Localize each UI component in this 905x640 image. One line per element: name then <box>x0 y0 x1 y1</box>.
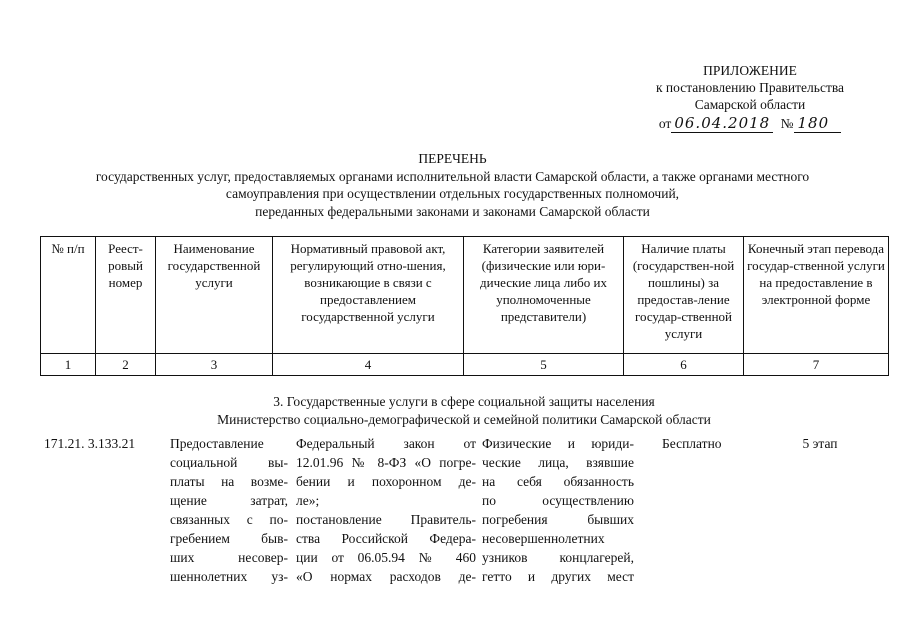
appendix-date-line <box>600 115 900 132</box>
row-fee: Бесплатно <box>662 436 722 451</box>
appendix-title: ПРИЛОЖЕНИЕ <box>703 63 797 78</box>
applicants-line: по осуществлению <box>482 493 634 508</box>
heading-line-1: государственных услуг, предоставляемых органами исполнительной власти Самарской области, а также органами местного <box>95 168 810 184</box>
appendix-number: 180 <box>794 114 842 133</box>
act-line: 12.01.96 № 8-ФЗ «О погре- <box>296 455 476 470</box>
row-applicants <box>482 434 634 586</box>
service-line: ших несовер- <box>170 550 288 565</box>
service-line: социальной вы- <box>170 455 288 470</box>
header-cell-number: № п/п <box>41 237 96 354</box>
service-line: щение затрат, <box>170 493 288 508</box>
applicants-line: на себя обязанность <box>482 474 634 489</box>
applicants-line: Физические и юриди- <box>482 436 634 451</box>
heading-line-3: переданных федеральными законами и законами Самарской области <box>255 203 650 219</box>
service-line: связанных с по- <box>170 512 288 527</box>
act-line: постановление Правитель- <box>296 512 476 527</box>
column-number: 3 <box>156 354 273 376</box>
section-heading <box>40 393 888 429</box>
header-cell-fee: Наличие платы (государствен-ной пошлины) за предостав-ление государ-ственной услуги <box>624 237 744 354</box>
appendix-line-2: Самарской области <box>694 97 806 112</box>
applicants-line: узников концлагерей, <box>482 550 634 565</box>
column-number: 4 <box>273 354 464 376</box>
header-cell-applicants: Категории заявителей (физические или юри-дические лица либо их уполномоченные представители) <box>464 237 624 354</box>
applicants-line: погребения бывших <box>482 512 634 527</box>
header-cell-service-name: Наименование государственной услуги <box>156 237 273 354</box>
section-title: 3. Государственные услуги в сфере социальной защиты населения <box>273 394 655 409</box>
section-ministry: Министерство социально-демографической и семейной политики Самарской области <box>217 412 711 427</box>
header-cell-stage: Конечный этап перевода государ-ственной услуги на предоставление в электронной форме <box>744 237 889 354</box>
service-line: гребением быв- <box>170 531 288 546</box>
row-registry-number: 171.21. 3.133.21 <box>44 436 136 451</box>
appendix-date: 06.04.2018 <box>671 114 773 133</box>
appendix-block <box>600 62 900 132</box>
heading-line-2: самоуправления при осуществлении отдельных государственных полномочий, <box>225 186 680 201</box>
act-line: «О нормах расходов де- <box>296 569 476 584</box>
applicants-line: ческие лица, взявшие <box>482 455 634 470</box>
appendix-number-label: № <box>780 116 794 131</box>
row-service-name <box>170 434 288 586</box>
service-line: шеннолетних уз- <box>170 569 288 584</box>
row-stage: 5 этап <box>802 436 838 451</box>
service-line: Предоставление <box>170 436 264 451</box>
header-row <box>41 237 889 354</box>
row-legal-act <box>296 434 476 586</box>
column-number-row <box>41 354 889 376</box>
appendix-from-label: от <box>658 116 672 131</box>
act-line: ства Российской Федера- <box>296 531 476 546</box>
appendix-line-1: к постановлению Правительства <box>655 80 845 95</box>
column-number: 1 <box>41 354 96 376</box>
header-cell-registry: Реест-ровый номер <box>96 237 156 354</box>
act-line: ции от 06.05.94 № 460 <box>296 550 476 565</box>
column-number: 5 <box>464 354 624 376</box>
column-number: 7 <box>744 354 889 376</box>
act-line: ле»; <box>296 493 320 508</box>
column-number: 6 <box>624 354 744 376</box>
act-line: бении и похоронном де- <box>296 474 476 489</box>
services-table-header <box>40 236 889 376</box>
document-heading <box>40 150 865 220</box>
service-line: платы на возме- <box>170 474 288 489</box>
column-number: 2 <box>96 354 156 376</box>
applicants-line: гетто и других мест <box>482 569 634 584</box>
header-cell-legal-act: Нормативный правовой акт, регулирующий отно-шения, возникающие в связи с предоставлением государственной услуги <box>273 237 464 354</box>
heading-title: ПЕРЕЧЕНЬ <box>418 151 487 166</box>
applicants-line: несовершеннолетних <box>482 531 605 546</box>
act-line: Федеральный закон от <box>296 436 476 451</box>
